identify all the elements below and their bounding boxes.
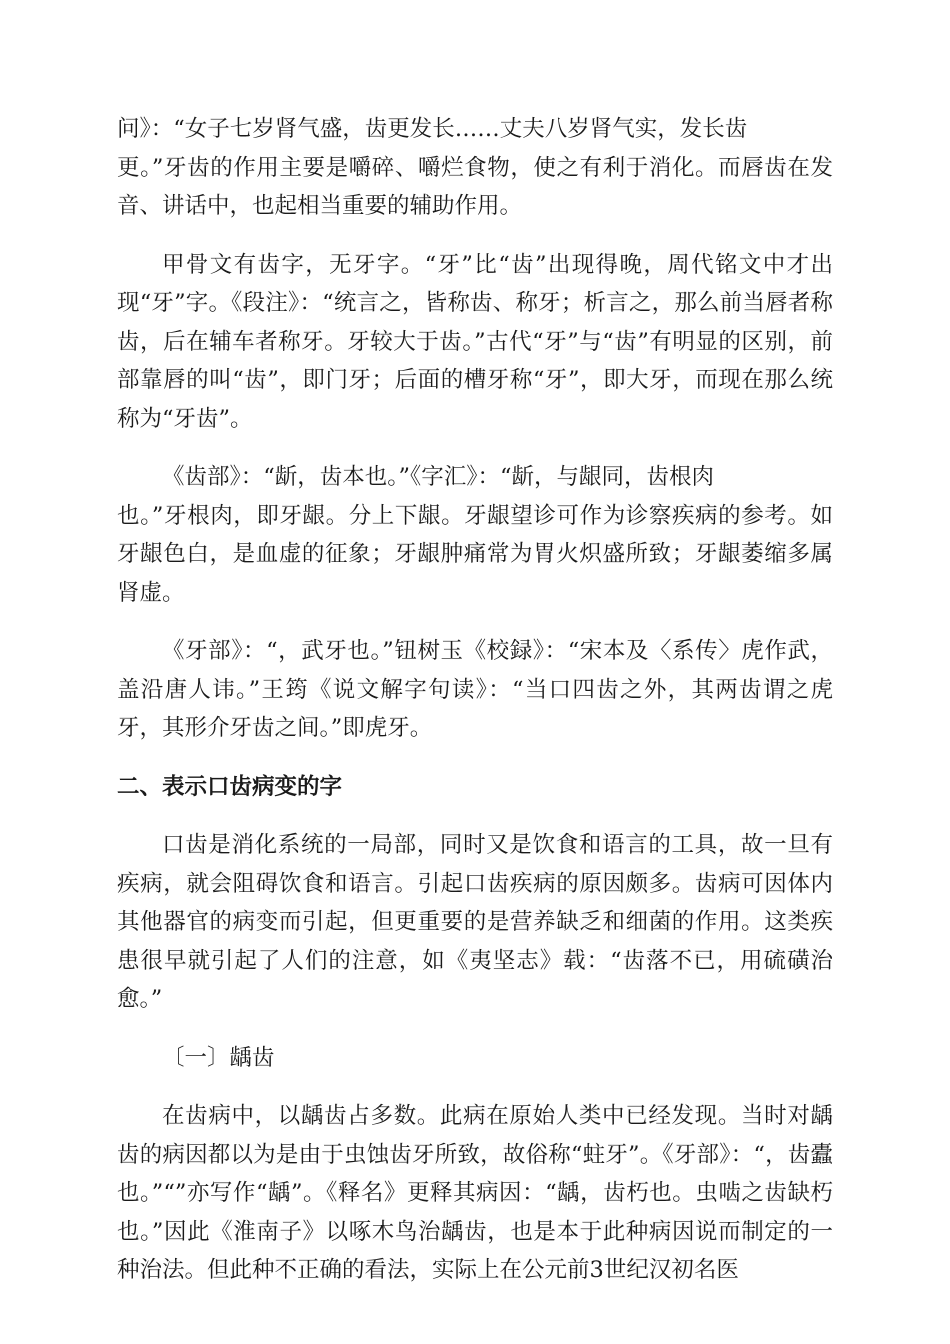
paragraph-1-line-1: 问》：“女子七岁肾气盛，齿更发长……丈夫八岁肾气实，发长齿: [117, 116, 748, 142]
paragraph-2: 甲骨文有齿字，无牙字。“牙”比“齿”出现得晚，周代铭文中才出现“牙”字。《段注》：“统言之，皆称齿、称牙；析言之，那么前当唇者称齿，后在辅车者称牙。牙较大于齿。”古代“牙”与“齿”有明显的区别，前部靠唇的叫“齿”，即门牙；后面的槽牙称“牙”，即大牙，而现在那么统称为“牙齿”。: [117, 251, 833, 432]
paragraph-3-rest: 也。”牙根肉，即牙龈。分上下龈。牙龈望诊可作为诊察疾病的参考。如牙龈色白，是血虚的征象；牙龈肿痛常为胃火炽盛所致；牙龈萎缩多属肾虚。: [117, 502, 833, 606]
subsection-heading: 〔一〕龋齿: [162, 1044, 275, 1071]
paragraph-6: 在齿病中，以龋齿占多数。此病在原始人类中已经发现。当时对龋齿的病因都以为是由于虫蚀齿牙所致，故俗称“蛀牙”。《牙部》：“，齿蠹也。”“”亦写作“龋”。《释名》更释其病因：“龋，齿朽也。虫啮之齿缺朽也。”因此《淮南子》以啄木鸟治龋齿，也是本于此种病因说而制定的一种治法。但此种不正确的看法，实际上在公元前3世纪汉初名医: [117, 1103, 833, 1283]
paragraph-3-line-1: 《齿部》：“龂，齿本也。”《字汇》：“龂，与龈同，齿根肉: [162, 464, 715, 490]
paragraph-1: [117, 110, 833, 226]
paragraph-1-rest: 更。”牙齿的作用主要是嚼碎、嚼烂食物，使之有利于消化。而唇齿在发音、讲话中，也起相当重要的辅助作用。: [117, 154, 833, 219]
paragraph-3: [117, 458, 833, 612]
section-heading: 二、表示口齿病变的字: [117, 773, 343, 800]
paragraph-4: 《牙部》：“，武牙也。”钮树玉《校録》：“宋本及〈系传〉虎作武，盖沿唐人讳。”王筠《说文解字句读》：“当口四齿之外，其两齿谓之虎牙，其形介牙齿之间。”即虎牙。: [117, 638, 833, 741]
document-page: [117, 110, 833, 1310]
paragraph-5: 口齿是消化系统的一局部，同时又是饮食和语言的工具，故一旦有疾病，就会阻碍饮食和语言。引起口齿疾病的原因颇多。齿病可因体内其他器官的病变而引起，但更重要的是营养缺乏和细菌的作用。这类疾患很早就引起了人们的注意，如《夷坚志》载：“齿落不已，用硫磺治愈。”: [117, 832, 833, 1012]
